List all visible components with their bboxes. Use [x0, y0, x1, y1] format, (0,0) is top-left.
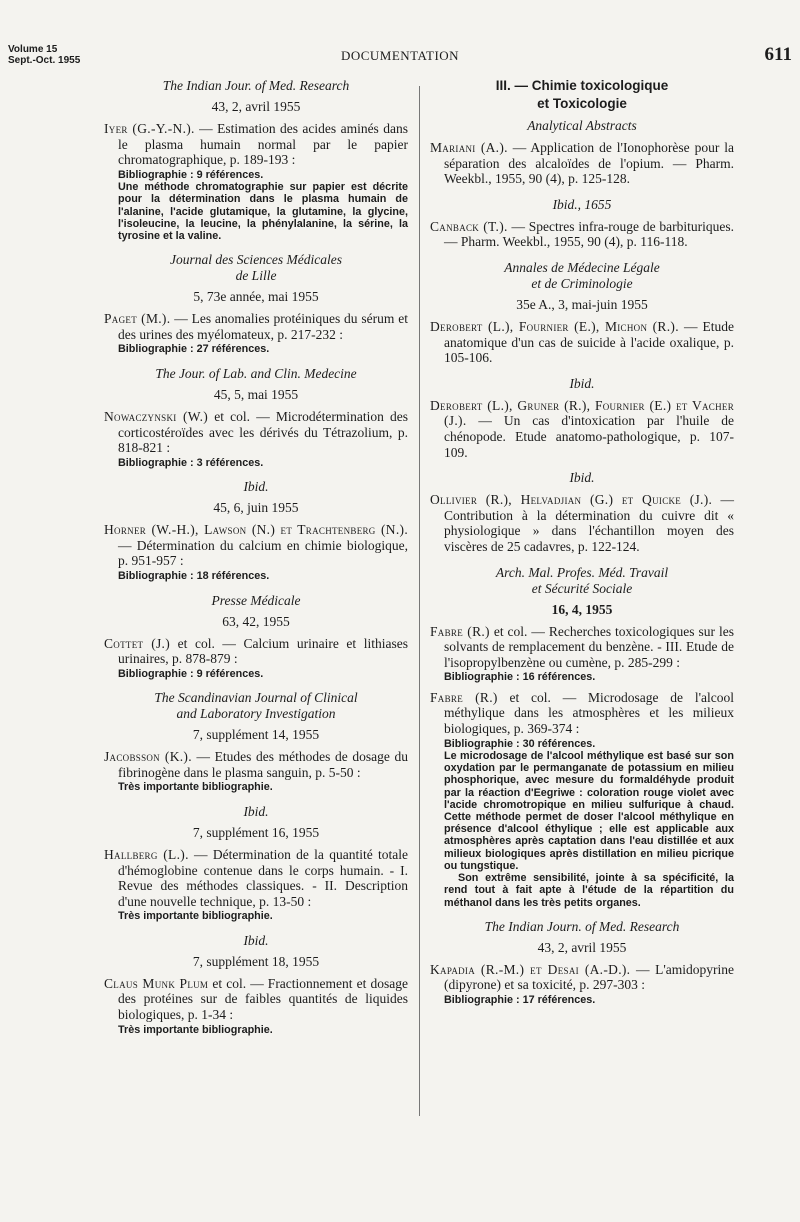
reference-text: — L'amidopyrine (dipyrone) et sa toxicité, p. 297-303 :: [444, 961, 734, 993]
reference-text: et col. — Fractionnement et dosage des protéines sur de faibles quantités de liquides biologiques, p. 1-34 :: [118, 975, 408, 1022]
journal-title: [430, 260, 734, 292]
journal-title: Ibid.: [243, 932, 269, 948]
author: Hallberg (L.).: [104, 846, 189, 862]
journal-title: The Indian Journ. of Med. Research: [484, 918, 680, 934]
section-heading: et Toxicologie: [537, 96, 627, 111]
running-head: DOCUMENTATION: [340, 48, 460, 63]
reference-entry: [104, 121, 408, 168]
bibliography-note: Bibliographie : 3 références.: [118, 456, 264, 469]
journal-title-line: et de Criminologie: [531, 275, 633, 291]
issue-line: 45, 5, mai 1955: [213, 386, 299, 402]
journal-title: The Jour. of Lab. and Clin. Medecine: [155, 365, 357, 381]
journal-title-line: Journal des Sciences Médicales: [169, 252, 343, 268]
reference-text: — Détermination de la quantité totale d'hémoglobine contenue dans le corps humain. - I. Revue des méthodes classiques. - II. Description d'une nouvelle technique, p. 13-50 :: [118, 846, 409, 909]
author: Claus Munk Plum: [104, 975, 209, 991]
journal-title: [104, 690, 408, 722]
journal-title: Ibid.: [569, 375, 595, 391]
author: Cottet (J.): [104, 635, 171, 651]
author: Nowaczynski (W.): [104, 408, 209, 424]
bibliography-note: Bibliographie : 16 références.: [444, 671, 596, 684]
author: Fabre (R.): [430, 623, 490, 639]
issue-line: 16, 4, 1955: [551, 601, 613, 617]
reference-text: — Etudes des méthodes de dosage du fibrinogène dans le plasma sanguin, p. 5-50 :: [118, 749, 408, 780]
reference-text: — Application de l'Ionophorèse pour la séparation des alcaloïdes de l'opium. — Pharm. Weekbl., 1955, 90 (4), p. 125-128.: [444, 140, 735, 187]
journal-title: Ibid.: [243, 479, 269, 495]
reference-entry: [430, 962, 734, 993]
reference-text: et col. — Microdétermination des corticostéroïdes avec les dérivés du Tétrazolium, p. 818-821 :: [118, 408, 409, 456]
issue-line: 35e A., 3, mai-juin 1955: [516, 296, 648, 312]
author: Canback (T.).: [430, 218, 508, 234]
issue-line: 43, 2, avril 1955: [537, 939, 627, 955]
reference-entry: [104, 522, 408, 569]
issue-line: 5, 73e année, mai 1955: [193, 289, 319, 305]
reference-text: — Estimation des acides aminés dans le plasma humain normal par le papier chromatographique, p. 189-193 :: [118, 121, 408, 168]
reference-entry: [104, 409, 408, 456]
volume-date: Sept.-Oct. 1955: [8, 55, 81, 66]
bibliography-note: Très importante bibliographie.: [118, 1023, 273, 1036]
reference-entry: [104, 311, 408, 342]
issue-line: 7, supplément 18, 1955: [192, 953, 320, 969]
journal-title-line: et Sécurité Sociale: [531, 580, 633, 596]
issue-line: 7, supplément 16, 1955: [192, 824, 320, 840]
author: Paget (M.).: [104, 311, 171, 327]
author: Derobert (L.), Fournier (E.), Michon (R.).: [430, 318, 679, 334]
journal-title: Ibid., 1655: [552, 196, 612, 212]
volume-number: Volume 15: [8, 44, 58, 55]
issue-line: 43, 2, avril 1955: [211, 99, 301, 114]
reference-text: — Etude anatomique d'un cas de suicide à l'acide oxalique, p. 105-106.: [444, 318, 734, 366]
right-column: [430, 78, 734, 1006]
reference-entry: [104, 976, 408, 1023]
reference-entry: [430, 319, 734, 366]
abstract: Le microdosage de l'alcool méthylique est basé sur son oxydation par le permanganate de potassium en milieu phosphorique, avec mesure du formaldéhyde produit par la réaction d'Eegriwe : coloration rouge violet avec l'acide chromotropique en milieu sulfurique à chaud. Cette méthode permet de doser l'alcool méthylique en présence d'alcool éthylique ; elle est applicable aux atmosphères après captation dans l'eau distillée et aux milieux biologiques après distillation en milieu picrique ou tungstique.: [444, 750, 734, 872]
author: Ollivier (R.), Helvadjian (G.) et Quicke (J.).: [430, 492, 713, 508]
bibliography-note: Très importante bibliographie.: [118, 781, 273, 794]
column-divider: [419, 86, 420, 1116]
author: Jacobsson (K.).: [104, 749, 192, 765]
issue-line: 45, 6, juin 1955: [213, 500, 299, 516]
journal-title: Ibid.: [243, 803, 269, 819]
reference-text: et col. — Recherches toxicologiques sur les solvants de remplacement du benzène. - III. Etude de l'isopropylbenzène ou cumène, p. 285-299 :: [444, 623, 734, 670]
journal-title-line: de Lille: [235, 268, 277, 284]
abstract: Une méthode chromatographie sur papier est décrite pour la détermination dans le plasma humain de l'alanine, l'acide glutamique, la glutamine, la glycine, l'isoleucine, la leucine, la phénylalanine, la sérine, la tyrosine et la valine.: [118, 181, 408, 243]
journal-title-line: Annales de Médecine Légale: [504, 259, 660, 275]
reference-text: — Spectres infra-rouge de barbituriques. — Pharm. Weekbl., 1955, 90 (4), p. 116-118.: [444, 218, 734, 250]
reference-text: — Les anomalies protéiniques du sérum et des urines des myélomateux, p. 217-232 :: [118, 311, 408, 342]
author: Derobert (L.), Gruner (R.), Fournier (E.) et Vacher (J.).: [430, 397, 734, 429]
journal-title: Ibid.: [569, 470, 595, 486]
bibliography-note: Bibliographie : 27 références.: [118, 343, 270, 356]
author: Iyer (G.-Y.-N.).: [104, 121, 195, 136]
bibliography-note: Bibliographie : 9 références.: [118, 168, 264, 181]
issue-line: 63, 42, 1955: [222, 613, 290, 629]
reference-text: et col. — Calcium urinaire et lithiases urinaires, p. 878-879 :: [118, 635, 408, 667]
journal-title-line: Arch. Mal. Profes. Méd. Travail: [495, 564, 669, 580]
page-number: 611: [764, 44, 792, 65]
journal-title: [430, 565, 734, 597]
author: Horner (W.-H.), Lawson (N.) et Trachtenberg (N.).: [104, 522, 408, 538]
reference-text: — Détermination du calcium en chimie biologique, p. 951-957 :: [118, 537, 408, 569]
reference-entry: [430, 624, 734, 671]
bibliography-note: Bibliographie : 30 références.: [444, 737, 596, 750]
journal-title-line: and Laboratory Investigation: [176, 706, 336, 722]
bibliography-note: Bibliographie : 18 références.: [118, 570, 270, 583]
reference-entry: [430, 690, 734, 737]
reference-entry: [104, 749, 408, 780]
section-heading: III. — Chimie toxicologique: [495, 78, 669, 93]
reference-text: et col. — Microdosage de l'alcool méthylique dans les atmosphères et les milieux biologiques, p. 369-374 :: [444, 689, 734, 736]
reference-entry: [430, 492, 734, 554]
journal-title: Presse Médicale: [211, 592, 301, 608]
reference-entry: [104, 636, 408, 667]
bibliography-note: Bibliographie : 17 références.: [444, 993, 596, 1006]
reference-text: — Contribution à la détermination du cuivre dit « physiologique » dans l'échantillon moyen des viscères de 25 cadavres, p. 122-124.: [444, 492, 735, 554]
page-header: [0, 42, 800, 72]
journal-title-line: The Scandinavian Journal of Clinical: [154, 690, 358, 706]
bibliography-note: Bibliographie : 9 références.: [118, 667, 264, 680]
journal-title: [104, 252, 408, 284]
reference-entry: [104, 847, 408, 909]
journal-title: Analytical Abstracts: [527, 118, 637, 133]
left-column: [104, 78, 408, 1036]
author: Kapadia (R.-M.) et Desai (A.-D.).: [430, 961, 631, 977]
reference-entry: [430, 140, 734, 187]
reference-entry: [430, 398, 734, 460]
journal-title: The Indian Jour. of Med. Research: [162, 78, 350, 93]
bibliography-note: Très importante bibliographie.: [118, 910, 273, 923]
abstract: Son extrême sensibilité, jointe à sa spécificité, la rend tout à fait apte à l'étude de la répartition du méthanol dans les très petits organes.: [444, 872, 734, 909]
author: Mariani (A.).: [430, 140, 508, 155]
author: Fabre (R.): [430, 689, 498, 705]
reference-text: — Un cas d'intoxication par l'huile de chénopode. Etude anatomo-pathologique, p. 107-109.: [444, 413, 734, 460]
issue-line: 7, supplément 14, 1955: [192, 727, 320, 743]
reference-entry: [430, 219, 734, 250]
